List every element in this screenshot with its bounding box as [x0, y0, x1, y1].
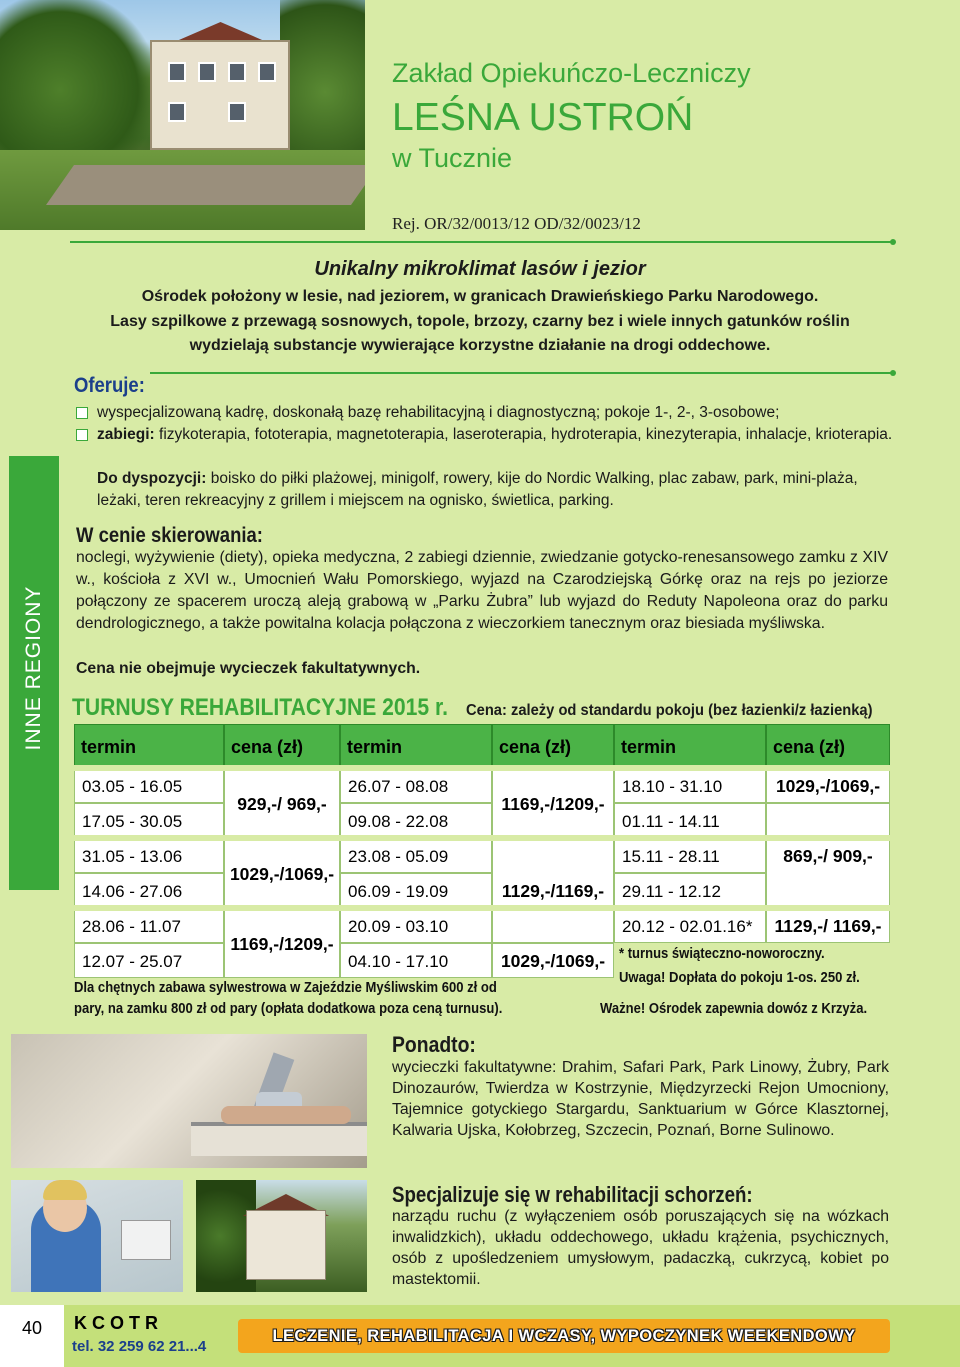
- additional-text: wycieczki fakultatywne: Drahim, Safari Park, Park Linowy, Żubry, Park Dinozaurów, Twierdza w Kostrzynie, Międzyrzecki Rejon Umocniony, Tajemnice gotyckiego Stargardu, Sanktuarium w Górce Klasztornej, Kalwaria Ujska, Kołobrzeg, Szczecin, Poznań, Borne Sulinowo.: [392, 1059, 889, 1139]
- specialization-heading: Specjalizuje się w rehabilitacji schorzeń:: [392, 1182, 753, 1207]
- footer-banner: LECZENIE, REHABILITACJA I WCZASY, WYPOCZYNEK WEEKENDOWY: [238, 1319, 890, 1353]
- offer-item: wyspecjalizowaną kadrę, doskonałą bazę rehabilitacyjną i diagnostyczną; pokoje 1-, 2-, 3-osobowe;: [76, 402, 896, 424]
- footer: [0, 1305, 960, 1367]
- price-cell: 1029,-/1069,-: [492, 943, 614, 978]
- page-title: LEŚNA USTROŃ: [392, 96, 694, 139]
- table-cell: 29.11 - 12.12: [614, 873, 766, 908]
- building-photo: [0, 0, 365, 230]
- price-cell: 1169,-/1209,-: [492, 768, 614, 838]
- intro-heading: Unikalny mikroklimat lasów i jezior: [314, 258, 646, 280]
- table-cell: 06.09 - 19.09: [340, 873, 492, 908]
- price-note: Cena: zależy od standardu pokoju (bez łazienki/z łazienką): [466, 702, 873, 719]
- table-cell: 04.10 - 17.10: [340, 943, 492, 978]
- divider: [150, 372, 892, 374]
- additional-heading: Ponadto:: [392, 1032, 476, 1057]
- footnote-holiday: * turnus świąteczno-noworoczny.: [619, 946, 825, 962]
- transport-note: Ważne! Ośrodek zapewnia dowóz z Krzyża.: [600, 1001, 868, 1017]
- new-year-note: pary, na zamku 800 zł od pary (opłata dodatkowa poza ceną turnusu).: [74, 1001, 503, 1017]
- price-cell: 1029,-/1069,-: [224, 838, 340, 908]
- table-header: cena (zł): [766, 724, 890, 768]
- price-cell: 929,-/ 969,-: [224, 768, 340, 838]
- intro-line-1: Ośrodek położony w lesie, nad jeziorem, w granicach Drawieńskiego Parku Narodowego.: [141, 288, 819, 305]
- turnus-heading: TURNUSY REHABILITACYJNE 2015 r.: [72, 694, 448, 721]
- divider: [70, 241, 892, 243]
- row-gap: [74, 905, 890, 911]
- table-cell: 09.08 - 22.08: [340, 803, 492, 838]
- page-number: 40: [0, 1305, 64, 1367]
- table-header: termin: [340, 724, 492, 768]
- specialization-text: narządu ruchu (z wyłączeniem osób poruszających się na wózkach inwalidzkich), układu oddechowego, układu krążenia, psychicznych, osób z upośledzeniem umysłowym, padaczką, cukrzycą, kobiet po mastektomii.: [392, 1208, 889, 1288]
- table-cell: 03.05 - 16.05: [74, 768, 224, 803]
- checkbox-icon: [76, 407, 88, 419]
- table-cell: 18.10 - 31.10: [614, 768, 766, 803]
- table-cell: 15.11 - 28.11: [614, 838, 766, 873]
- inhalation-photo: [11, 1180, 183, 1292]
- table-cell: 23.08 - 05.09: [340, 838, 492, 873]
- villa-photo: [196, 1180, 367, 1292]
- phone-number: tel. 32 259 62 21...4: [72, 1338, 207, 1355]
- row-gap: [74, 835, 890, 841]
- table-header: termin: [614, 724, 766, 768]
- offer-heading: Oferuje:: [74, 374, 145, 397]
- footnote-single-room: Uwaga! Dopłata do pokoju 1-os. 250 zł.: [619, 970, 860, 986]
- new-year-note: Dla chętnych zabawa sylwestrowa w Zajeździe Myśliwskim 600 zł od: [74, 980, 497, 996]
- table-cell: 01.11 - 14.11: [614, 803, 766, 838]
- included-note: Cena nie obejmuje wycieczek fakultatywnych.: [76, 660, 421, 677]
- registration-number: Rej. OR/32/0013/12 OD/32/0023/12: [392, 214, 641, 233]
- intro-line-3: wydzielają substancje wywierające korzystne działanie na drogi oddechowe.: [189, 337, 771, 354]
- row-gap: [74, 765, 890, 771]
- price-cell: 1129,-/ 1169,-: [766, 908, 890, 943]
- table-cell: 17.05 - 30.05: [74, 803, 224, 838]
- price-cell: 1169,-/1209,-: [224, 908, 340, 978]
- included-heading: W cenie skierowania:: [76, 524, 263, 547]
- intro-line-2: Lasy szpilkowe z przewagą sosnowych, topole, brzozy, czarny bez i wiele innych gatunków roślin: [110, 313, 850, 330]
- table-cell: 26.07 - 08.08: [340, 768, 492, 803]
- table-cell: 12.07 - 25.07: [74, 943, 224, 978]
- price-cell: 869,-/ 909,-: [766, 803, 890, 908]
- table-header: termin: [74, 724, 224, 768]
- table-header: cena (zł): [492, 724, 614, 768]
- table-header: cena (zł): [224, 724, 340, 768]
- organization-logo: KCOTR: [74, 1313, 163, 1333]
- header-subtitle: Zakład Opiekuńczo-Leczniczy: [392, 58, 751, 88]
- header-location: w Tucznie: [392, 143, 513, 173]
- price-cell: 1029,-/1069,-: [766, 768, 890, 803]
- offer-item: zabiegi: fizykoterapia, fototerapia, magnetoterapia, laseroterapia, hydroterapia, kinezyterapia, inhalacje, krioterapia.: [76, 424, 896, 446]
- table-cell: 14.06 - 27.06: [74, 873, 224, 908]
- offer-facilities: Do dyspozycji: boisko do piłki plażowej, minigolf, rowery, kije do Nordic Walking, plac zabaw, park, mini-plaża, leżaki, teren rekreacyjny z grillem i miejscem na ognisko, świetlica, parking.: [97, 470, 858, 509]
- price-cell: 1129,-/1169,-: [492, 838, 614, 943]
- table-cell: 20.12 - 02.01.16*: [614, 908, 766, 943]
- table-cell: 31.05 - 13.06: [74, 838, 224, 873]
- table-cell: 20.09 - 03.10: [340, 908, 492, 943]
- included-text: noclegi, wyżywienie (diety), opieka medyczna, 2 zabiegi dziennie, zwiedzanie gotycko-renesansowego zamku z XIV w., kościoła z XVI w., Umocnień Wału Pomorskiego, wyjazd na Czarodziejską Górkę oraz na rejs po jeziorze połączony ze spacerem uroczą aleją grabową w „Parku Żubra” lub wyjazd do Reduty Napoleona oraz do parku dendrologicznego, a także powitalna kolacja połączona z wieczorkiem tanecznym oraz biesiada myśliwska.: [76, 549, 888, 632]
- checkbox-icon: [76, 429, 88, 441]
- therapy-photo: [11, 1034, 367, 1168]
- region-label: INNE REGIONY: [9, 456, 59, 890]
- table-cell: 28.06 - 11.07: [74, 908, 224, 943]
